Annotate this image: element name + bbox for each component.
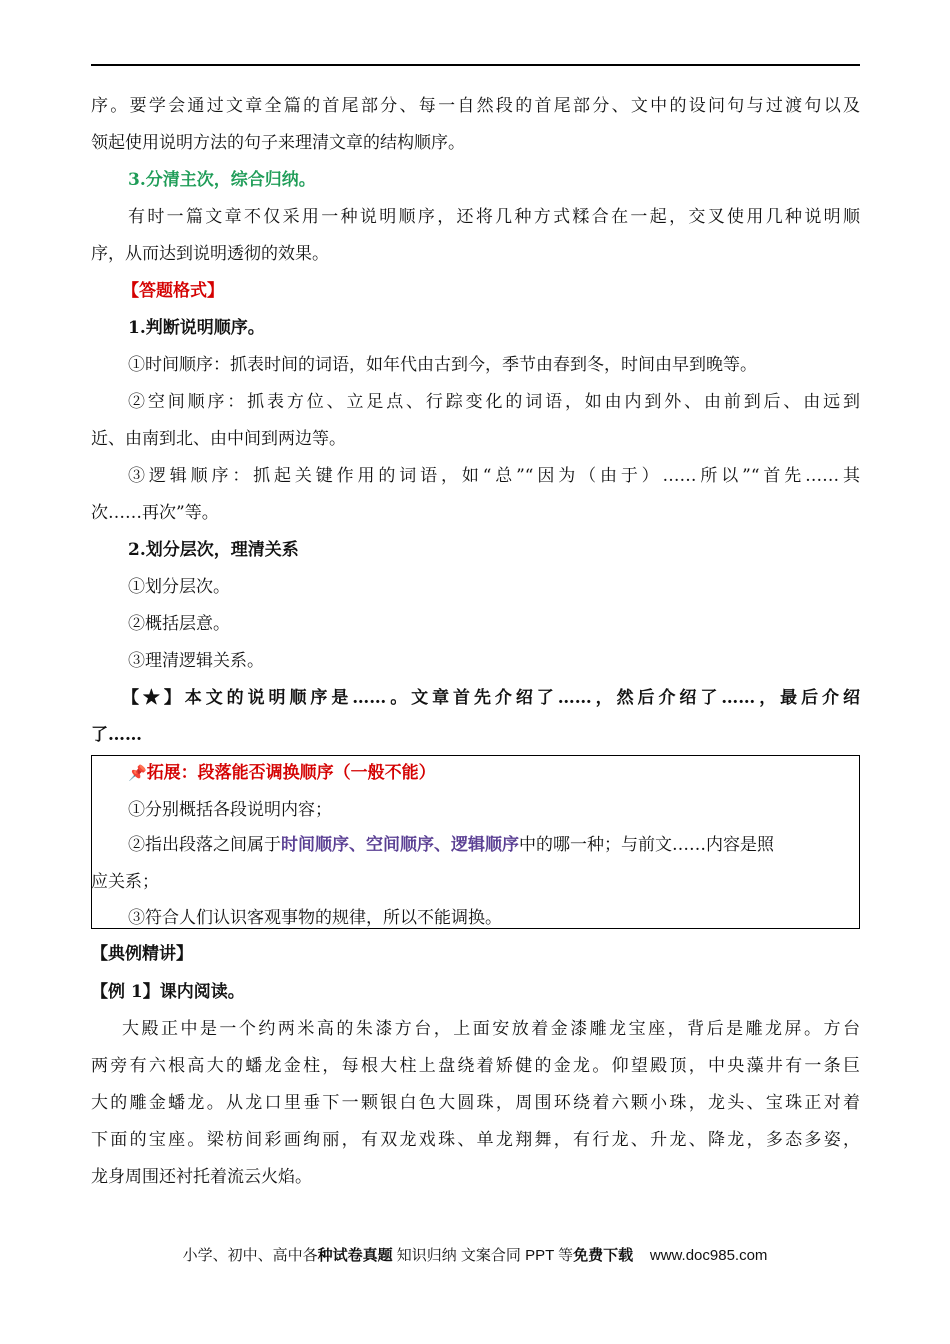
passage-line: 大殿正中是一个约两米高的朱漆方台，上面安放着金漆雕龙宝座，背后是雕龙屏。方台 [122,1019,860,1039]
extension-item-2 [128,833,860,857]
divide-step-1: ①划分层次。 [128,577,230,597]
intro-line-1: 序。要学会通过文章全篇的首尾部分、每一自然段的首尾部分、文中的设问句与过渡句以及 [91,96,860,116]
footer-bold-1: 种试卷真题 [317,1247,393,1264]
intro-line-2: 领起使用说明方法的句子来理清文章的结构顺序。 [91,133,465,153]
judge-logic-1: ③逻辑顺序：抓起关键作用的词语，如“总”“因为（由于）……所以”“首先……其 [128,466,860,486]
judge-space-1: ②空间顺序：抓表方位、立足点、行踪变化的词语，如由内到外、由前到后、由远到 [128,392,860,412]
divide-step-2: ②概括层意。 [128,614,230,634]
judge-time: ①时间顺序：抓表时间的词语，如年代由古到今，季节由春到冬，时间由早到晚等。 [128,355,757,375]
answer-format-title: 【答题格式】 [122,281,224,301]
extension-title-row [128,761,860,785]
example-section-title: 【典例精讲】 [91,944,193,964]
judge-logic-2: 次……再次”等。 [91,503,219,523]
divide-step-3: ③理清逻辑关系。 [128,651,264,671]
judge-order-title: 1.判断说明顺序。 [128,318,265,338]
example-1-title: 【例 1】课内阅读。 [91,982,245,1002]
divide-levels-title: 2.划分层次，理清关系 [128,540,299,560]
passage-line: 下面的宝座。梁枋间彩画绚丽，有双龙戏珠、单龙翔舞，有行龙、升龙、降龙，多态多姿， [91,1130,860,1150]
extension-item-2-line2: 应关系； [91,872,159,892]
footer-text-2: 知识归纳 文案合同 PPT 等 [392,1247,574,1264]
footer [0,1244,950,1265]
pin-icon: 📌 [128,764,147,782]
extension-item-2-suffix: 中的哪一种；与前文……内容是照 [519,835,774,855]
star-template-1: 【★】本文的说明顺序是……。文章首先介绍了……，然后介绍了……，最后介绍 [122,688,860,708]
star-template-2: 了…… [91,725,142,745]
cross-line-2: 序，从而达到说明透彻的效果。 [91,244,329,264]
footer-url[interactable]: www.doc985.com [649,1247,768,1264]
cross-line-1: 有时一篇文章不仅采用一种说明顺序，还将几种方式糅合在一起，交叉使用几种说明顺 [128,207,860,227]
extension-item-1: ①分别概括各段说明内容； [128,800,332,820]
heading-3: 3.分清主次，综合归纳。 [128,170,316,190]
passage-line: 大的雕金蟠龙。从龙口里垂下一颗银白色大圆珠，周围环绕着六颗小珠，龙头、宝珠正对着 [91,1093,860,1113]
passage-line: 龙身周围还衬托着流云火焰。 [91,1167,312,1187]
extension-item-3: ③符合人们认识客观事物的规律，所以不能调换。 [128,908,502,928]
judge-space-2: 近、由南到北、由中间到两边等。 [91,429,346,449]
extension-item-2-prefix: ②指出段落之间属于 [128,835,281,855]
footer-bold-2: 免费下载 [573,1247,634,1264]
extension-title: 拓展：段落能否调换顺序（一般不能） [146,763,436,783]
extension-item-2-highlight: 时间顺序、空间顺序、逻辑顺序 [281,835,519,855]
header-rule [91,64,860,66]
footer-text-1: 小学、初中、高中各 [182,1247,318,1264]
passage-line: 两旁有六根高大的蟠龙金柱，每根大柱上盘绕着矫健的金龙。仰望殿顶，中央藻井有一条巨 [91,1056,860,1076]
